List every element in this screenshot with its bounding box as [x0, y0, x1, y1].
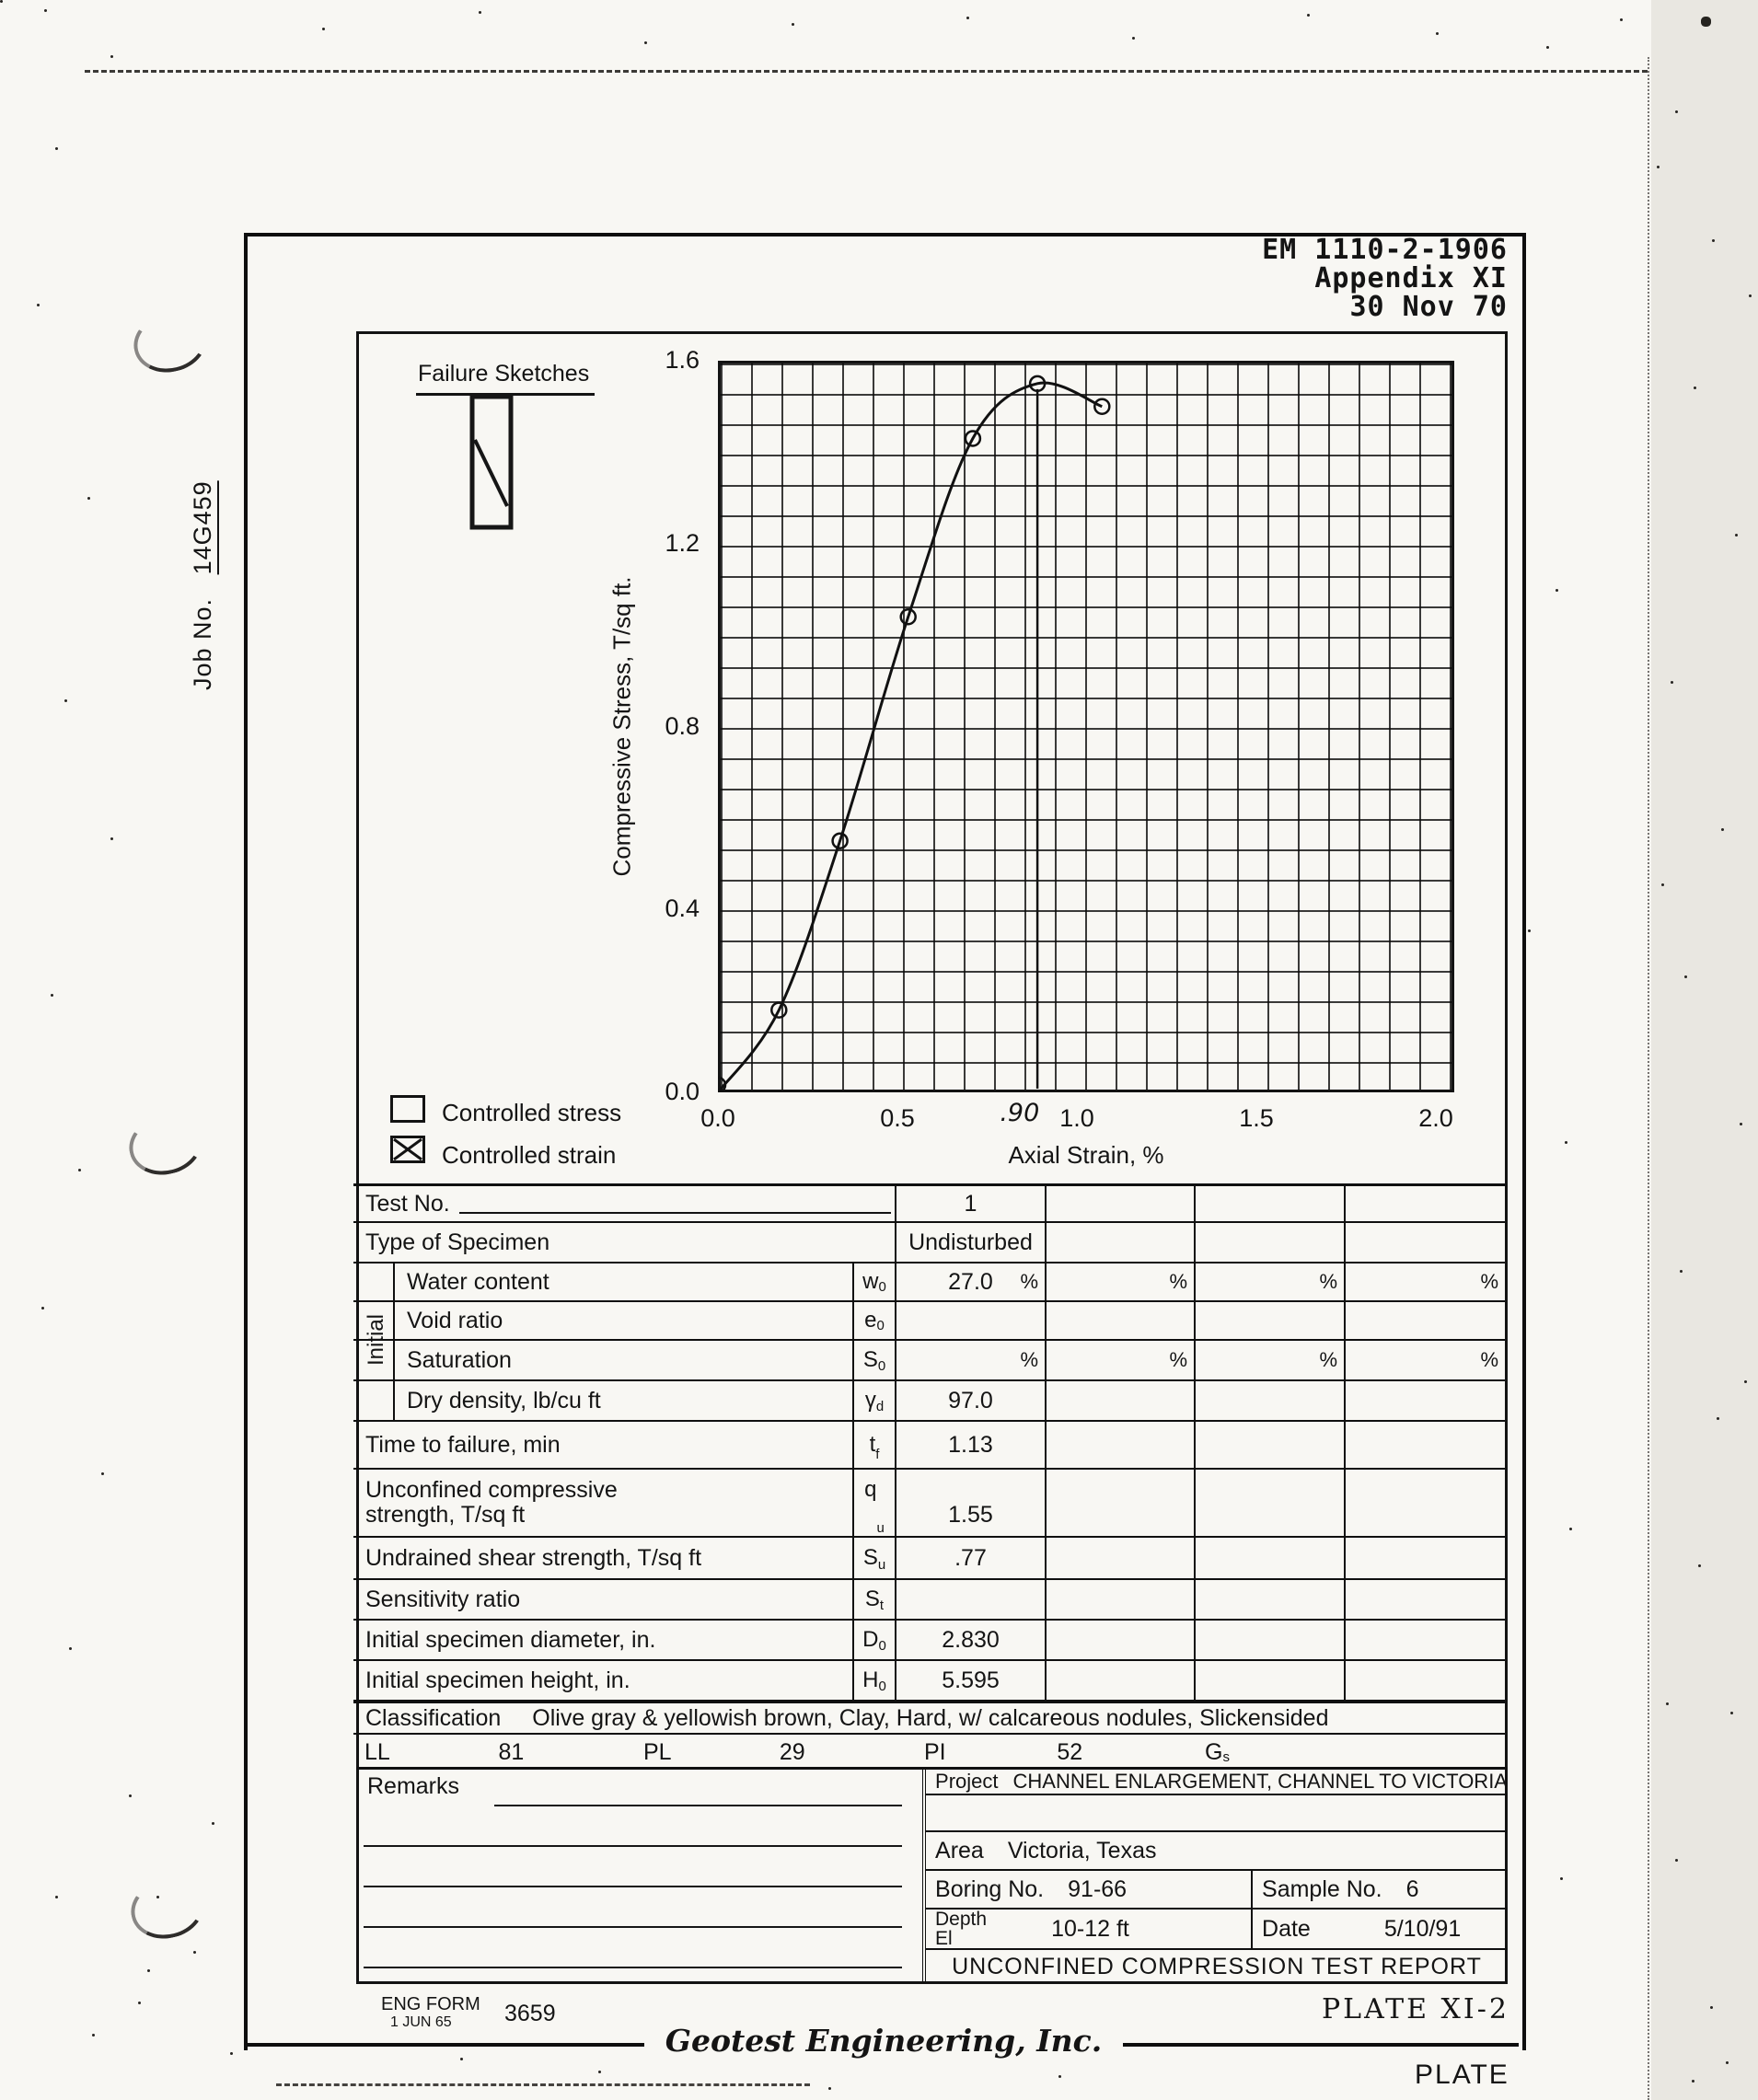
table-row-undrained-strength — [353, 1538, 1505, 1580]
y-axis-title: Compressive Stress, T/sq ft. — [607, 576, 636, 877]
symbol-cell: e 0 — [854, 1302, 896, 1339]
gs-cell: G s — [1205, 1738, 1230, 1765]
scanner-edge-band — [1651, 0, 1758, 2100]
x-axis-tick-labels — [700, 1099, 1454, 1136]
boring-sample-row — [926, 1871, 1508, 1910]
controlled-stress-checkbox — [390, 1095, 425, 1123]
symbol-cell: t f — [854, 1422, 896, 1468]
row-label: Void ratio — [407, 1307, 503, 1333]
table-row-specimen-type — [353, 1223, 1505, 1263]
project-info-box — [926, 1770, 1508, 1984]
job-number-margin-label — [189, 480, 217, 690]
area-row — [926, 1832, 1508, 1871]
controlled-strain-label: Controlled strain — [442, 1141, 617, 1169]
blank-fill-line — [364, 1926, 902, 1928]
row-label: Water content — [407, 1268, 549, 1295]
value-cell: 1.13 — [896, 1422, 1047, 1468]
paper-edge-line — [1648, 57, 1649, 2100]
stress-strain-curve — [718, 361, 1454, 1092]
project-row — [926, 1770, 1508, 1795]
blank-fill-line — [494, 1805, 902, 1806]
table-row-height — [353, 1661, 1505, 1702]
classification-label: Classification — [365, 1704, 502, 1731]
symbol-cell: w 0 — [854, 1263, 896, 1300]
row-label: Sensitivity ratio — [365, 1586, 521, 1612]
controlled-stress-label: Controlled stress — [442, 1099, 622, 1126]
binder-ring-icon — [122, 1107, 208, 1182]
x-tick-label: 0.0 — [700, 1104, 735, 1132]
table-row-dry-density — [353, 1381, 1505, 1422]
remarks-project-section — [356, 1767, 1508, 1984]
table-row-saturation: Saturation S 0 % % % % — [353, 1341, 1505, 1381]
value-cell: 1.55 — [896, 1470, 1047, 1536]
blank-fill-line — [364, 1967, 902, 1968]
symbol-cell: q u — [854, 1470, 896, 1536]
value-cell: 5.595 — [896, 1661, 1047, 1700]
row-label: Initial specimen height, in. — [365, 1667, 630, 1693]
symbol-cell: S t — [854, 1580, 896, 1619]
x-tick-label: 1.0 — [1059, 1104, 1094, 1132]
pl-cell: PL 29 — [643, 1738, 805, 1765]
row-label: Saturation — [407, 1346, 512, 1373]
row-label: Test No. — [365, 1190, 450, 1217]
job-no-value: 14G459 — [189, 480, 216, 575]
sample-label: Sample No. — [1262, 1875, 1382, 1902]
appendix-ref: Appendix XI — [1314, 262, 1508, 294]
sample-value: 6 — [1405, 1875, 1419, 1902]
table-row-water-content: Water content w 0 27.0 % % % % — [353, 1263, 1505, 1302]
controlled-strain-checkbox — [390, 1136, 425, 1163]
form-number: 3659 — [504, 2001, 556, 2026]
row-label: Undrained shear strength, T/sq ft — [365, 1544, 702, 1571]
table-row-test-no — [353, 1186, 1505, 1223]
depth-value: 10-12 ft — [1051, 1915, 1129, 1942]
plate-reference: PLATE XI-2 — [1321, 1993, 1509, 2025]
symbol-cell: S 0 — [854, 1341, 896, 1379]
table-row-diameter — [353, 1621, 1505, 1661]
row-label: Dry density, lb/cu ft — [407, 1387, 601, 1413]
row-label: Initial specimen diameter, in. — [365, 1626, 656, 1653]
boring-label: Boring No. — [935, 1875, 1045, 1902]
symbol-cell: H 0 — [854, 1661, 896, 1700]
table-row-classification — [353, 1702, 1505, 1735]
x-tick-label: 0.5 — [880, 1104, 915, 1132]
pi-cell: PI 52 — [924, 1738, 1083, 1765]
scan-noise-speckles — [0, 0, 3, 3]
row-label: Type of Specimen — [365, 1229, 550, 1255]
doc-ref: EM 1110-2-1906 — [1262, 234, 1508, 266]
initial-group-label: Initial — [364, 1313, 389, 1367]
boring-value: 91-66 — [1068, 1875, 1128, 1902]
document-reference-header — [1262, 236, 1508, 321]
table-row-unconfined-strength — [353, 1470, 1505, 1538]
blank-fill-line — [364, 1886, 902, 1887]
plate-word: PLATE — [1415, 2060, 1509, 2090]
remarks-label: Remarks — [367, 1773, 460, 1799]
y-tick-label: 0.4 — [665, 894, 700, 923]
remarks-box — [356, 1770, 926, 1984]
table-row-void-ratio — [353, 1302, 1505, 1341]
y-tick-label: 1.6 — [665, 346, 700, 374]
date-label: Date — [1262, 1915, 1311, 1942]
value-cell: Undisturbed — [896, 1223, 1047, 1262]
el-label: El — [935, 1928, 953, 1949]
x-tick-label: 2.0 — [1418, 1104, 1453, 1132]
blank-fill-line — [364, 1845, 902, 1847]
symbol-cell: γ d — [854, 1381, 896, 1420]
binder-ring-icon — [124, 1871, 210, 1945]
outer-border-bottom-left — [244, 2043, 653, 2047]
table-row-sensitivity — [353, 1580, 1505, 1621]
y-tick-label: 0.8 — [665, 711, 700, 740]
failure-strain-annotation: .90 — [1000, 1099, 1040, 1127]
value-cell: 1 — [896, 1186, 1047, 1221]
value-cell: 2.830 — [896, 1621, 1047, 1659]
symbol-cell: D 0 — [854, 1621, 896, 1659]
value-cell: .77 — [896, 1538, 1047, 1578]
outer-border-bottom-right — [1116, 2043, 1519, 2047]
date-value: 5/10/91 — [1383, 1915, 1462, 1942]
depth-date-row — [926, 1910, 1508, 1950]
specimen-data-table — [353, 1183, 1505, 1770]
job-no-label: Job No. — [189, 597, 216, 690]
x-tick-label: 1.5 — [1239, 1104, 1274, 1132]
y-tick-label: 1.2 — [665, 528, 700, 557]
company-name: Geotest Engineering, Inc. — [644, 2023, 1123, 2059]
depth-label: Depth — [935, 1909, 988, 1930]
paper-edge-line — [276, 2083, 810, 2086]
x-axis-title: Axial Strain, % — [1008, 1141, 1164, 1169]
failure-sketches-title: Failure Sketches — [416, 361, 595, 396]
form-date: 1 JUN 65 — [390, 2014, 452, 2030]
report-title: UNCONFINED COMPRESSION TEST REPORT — [952, 1954, 1482, 1979]
x-mark-icon — [393, 1138, 422, 1160]
paper-edge-line — [85, 70, 1648, 73]
curve-path — [718, 383, 1102, 1092]
ll-cell: LL 81 — [364, 1738, 525, 1765]
area-value: Victoria, Texas — [1007, 1837, 1157, 1863]
form-identifier — [381, 1995, 480, 2032]
project-value: CHANNEL ENLARGEMENT, CHANNEL TO VICTORIA — [1012, 1770, 1508, 1793]
area-label: Area — [935, 1837, 984, 1863]
project-label: Project — [935, 1770, 999, 1793]
table-row-atterberg — [353, 1735, 1505, 1770]
binder-ring-icon — [127, 305, 213, 379]
y-tick-label: 0.0 — [665, 1078, 700, 1105]
blank-fill-line — [459, 1212, 891, 1214]
row-label: Time to failure, min — [365, 1431, 561, 1458]
table-row-time-to-failure — [353, 1422, 1505, 1470]
form-label: ENG FORM — [381, 1994, 480, 2014]
doc-date: 30 Nov 70 — [1349, 291, 1508, 323]
value-cell: 97.0 — [896, 1381, 1047, 1420]
project-continuation-row — [926, 1795, 1508, 1832]
symbol-cell: S u — [854, 1538, 896, 1578]
row-label: Unconfined compressive strength, T/sq ft — [365, 1477, 618, 1528]
failure-sketch-drawing — [469, 394, 514, 530]
value-cell: 27.0 % — [896, 1263, 1047, 1300]
classification-value: Olive gray & yellowish brown, Clay, Hard, w/ calcareous nodules, Slickensided — [532, 1704, 1329, 1731]
